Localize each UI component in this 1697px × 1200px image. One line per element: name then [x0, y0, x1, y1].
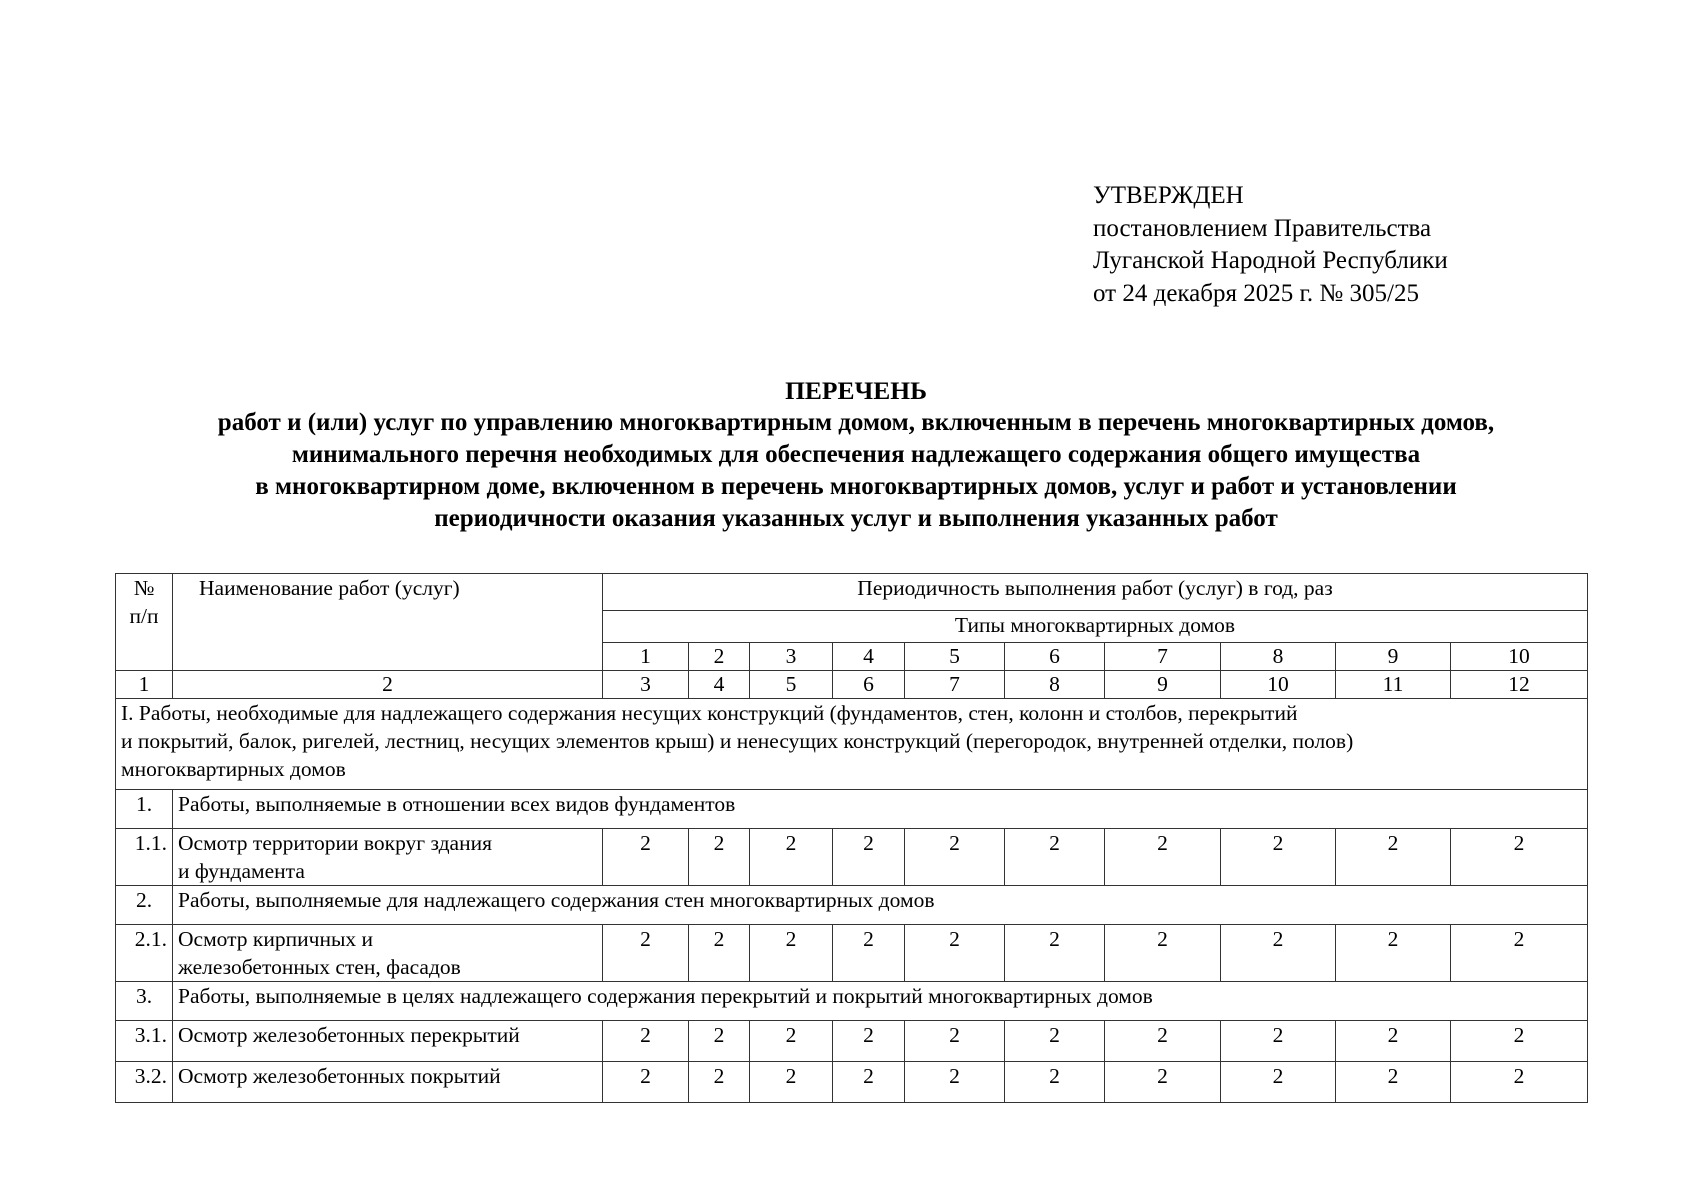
column-number: 4	[689, 671, 750, 699]
section-title-line: и покрытий, балок, ригелей, лестниц, несущих элементов крыш) и ненесущих конструкций (перегородок, внутренней отделки, полов)	[121, 729, 1354, 753]
column-number: 5	[750, 671, 833, 699]
column-number: 6	[833, 671, 905, 699]
type-number: 3	[750, 643, 833, 671]
frequency-cell: 2	[1221, 1021, 1336, 1062]
frequency-cell: 2	[689, 1062, 750, 1103]
frequency-cell: 2	[1451, 1021, 1588, 1062]
header-periodicity: Периодичность выполнения работ (услуг) в год, раз	[603, 574, 1588, 611]
column-number: 11	[1336, 671, 1451, 699]
frequency-cell: 2	[603, 1062, 689, 1103]
column-number: 7	[905, 671, 1005, 699]
frequency-cell: 2	[905, 925, 1005, 982]
frequency-cell: 2	[833, 1062, 905, 1103]
frequency-cell: 2	[833, 829, 905, 886]
frequency-cell: 2	[1005, 1021, 1105, 1062]
title-line: периодичности оказания указанных услуг и выполнения указанных работ	[434, 505, 1278, 532]
frequency-cell: 2	[1105, 1021, 1221, 1062]
work-name	[173, 1021, 603, 1062]
frequency-cell: 2	[905, 1062, 1005, 1103]
frequency-cell: 2	[905, 1021, 1005, 1062]
type-number: 8	[1221, 643, 1336, 671]
column-number: 12	[1451, 671, 1588, 699]
frequency-cell: 2	[1336, 1021, 1451, 1062]
header-types: Типы многоквартирных домов	[603, 611, 1588, 643]
table-column-numbers	[116, 671, 1588, 699]
work-name-line: Осмотр железобетонных перекрытий	[178, 1023, 520, 1047]
document-title	[0, 375, 1697, 535]
frequency-cell: 2	[1105, 1062, 1221, 1103]
subsection-row	[116, 886, 1588, 925]
frequency-cell: 2	[750, 1062, 833, 1103]
type-number: 5	[905, 643, 1005, 671]
frequency-cell: 2	[1105, 829, 1221, 886]
row-number: 3.1.	[116, 1021, 173, 1062]
table-row	[116, 829, 1588, 886]
section-title-line: I. Работы, необходимые для надлежащего содержания несущих конструкций (фундаментов, стен, колонн и столбов, перекрытий	[121, 701, 1298, 725]
frequency-cell: 2	[1005, 829, 1105, 886]
row-number: 2.1.	[116, 925, 173, 982]
work-name-line: Осмотр кирпичных и	[178, 927, 374, 951]
column-number: 8	[1005, 671, 1105, 699]
frequency-cell: 2	[689, 829, 750, 886]
type-number: 10	[1451, 643, 1588, 671]
subsection-title: Работы, выполняемые в целях надлежащего содержания перекрытий и покрытий многоквартирных домов	[173, 982, 1588, 1021]
frequency-cell: 2	[603, 925, 689, 982]
row-number: 3.	[116, 982, 173, 1021]
frequency-cell: 2	[1451, 829, 1588, 886]
table-row	[116, 1062, 1588, 1103]
frequency-cell: 2	[1105, 925, 1221, 982]
column-number: 1	[116, 671, 173, 699]
work-name	[173, 829, 603, 886]
frequency-cell: 2	[1221, 1062, 1336, 1103]
frequency-cell: 2	[1005, 925, 1105, 982]
frequency-cell: 2	[750, 925, 833, 982]
frequency-cell: 2	[833, 925, 905, 982]
frequency-cell: 2	[1221, 829, 1336, 886]
table-row	[116, 925, 1588, 982]
frequency-cell: 2	[750, 1021, 833, 1062]
title-line: работ и (или) услуг по управлению многоквартирным домом, включенным в перечень многоквартирных домов,	[217, 409, 1495, 436]
approval-line: постановлением Правительства	[1093, 214, 1432, 242]
frequency-cell: 2	[603, 1021, 689, 1062]
type-number: 7	[1105, 643, 1221, 671]
work-name-line: Осмотр железобетонных покрытий	[178, 1064, 501, 1088]
title-line: в многоквартирном доме, включенном в перечень многоквартирных домов, услуг и работ и установлении	[255, 473, 1457, 500]
subsection-row	[116, 982, 1588, 1021]
table-row	[116, 1021, 1588, 1062]
row-number: 3.2.	[116, 1062, 173, 1103]
subsection-title: Работы, выполняемые в отношении всех видов фундаментов	[173, 790, 1588, 829]
subsection-title: Работы, выполняемые для надлежащего содержания стен многоквартирных домов	[173, 886, 1588, 925]
approval-date: от 24 декабря 2025 г. № 305/25	[1093, 279, 1419, 307]
title-heading: ПЕРЕЧЕНЬ	[785, 376, 927, 405]
type-number: 6	[1005, 643, 1105, 671]
work-name-line: железобетонных стен, фасадов	[178, 955, 461, 979]
frequency-cell: 2	[905, 829, 1005, 886]
header-num: №	[133, 576, 155, 600]
work-name-line: и фундамента	[178, 859, 305, 883]
frequency-cell: 2	[833, 1021, 905, 1062]
header-name: Наименование работ (услуг)	[173, 574, 603, 671]
frequency-cell: 2	[1005, 1062, 1105, 1103]
column-number: 10	[1221, 671, 1336, 699]
approval-heading: УТВЕРЖДЕН	[1093, 182, 1244, 209]
section-row	[116, 699, 1588, 790]
row-number: 2.	[116, 886, 173, 925]
work-name	[173, 1062, 603, 1103]
frequency-cell: 2	[1451, 1062, 1588, 1103]
approval-line: Луганской Народной Республики	[1093, 247, 1448, 274]
header-num-sub: п/п	[129, 604, 159, 628]
section-title-line: многоквартирных домов	[121, 757, 346, 781]
column-number: 9	[1105, 671, 1221, 699]
frequency-cell: 2	[1336, 829, 1451, 886]
type-number: 1	[603, 643, 689, 671]
title-line: минимального перечня необходимых для обеспечения надлежащего содержания общего имущества	[291, 441, 1421, 468]
frequency-cell: 2	[1221, 925, 1336, 982]
work-name-line: Осмотр территории вокруг здания	[178, 831, 492, 855]
works-table	[115, 573, 1588, 1103]
frequency-cell: 2	[1451, 925, 1588, 982]
row-number: 1.1.	[116, 829, 173, 886]
section-title	[116, 699, 1588, 790]
subsection-row	[116, 790, 1588, 829]
approval-block	[1093, 180, 1448, 310]
frequency-cell: 2	[689, 925, 750, 982]
column-number: 2	[173, 671, 603, 699]
frequency-cell: 2	[750, 829, 833, 886]
row-number: 1.	[116, 790, 173, 829]
frequency-cell: 2	[689, 1021, 750, 1062]
column-number: 3	[603, 671, 689, 699]
frequency-cell: 2	[1336, 1062, 1451, 1103]
frequency-cell: 2	[1336, 925, 1451, 982]
type-number: 4	[833, 643, 905, 671]
work-name	[173, 925, 603, 982]
header-num-cell	[116, 574, 173, 671]
type-number: 2	[689, 643, 750, 671]
frequency-cell: 2	[603, 829, 689, 886]
type-number: 9	[1336, 643, 1451, 671]
table-header-row	[116, 574, 1588, 611]
